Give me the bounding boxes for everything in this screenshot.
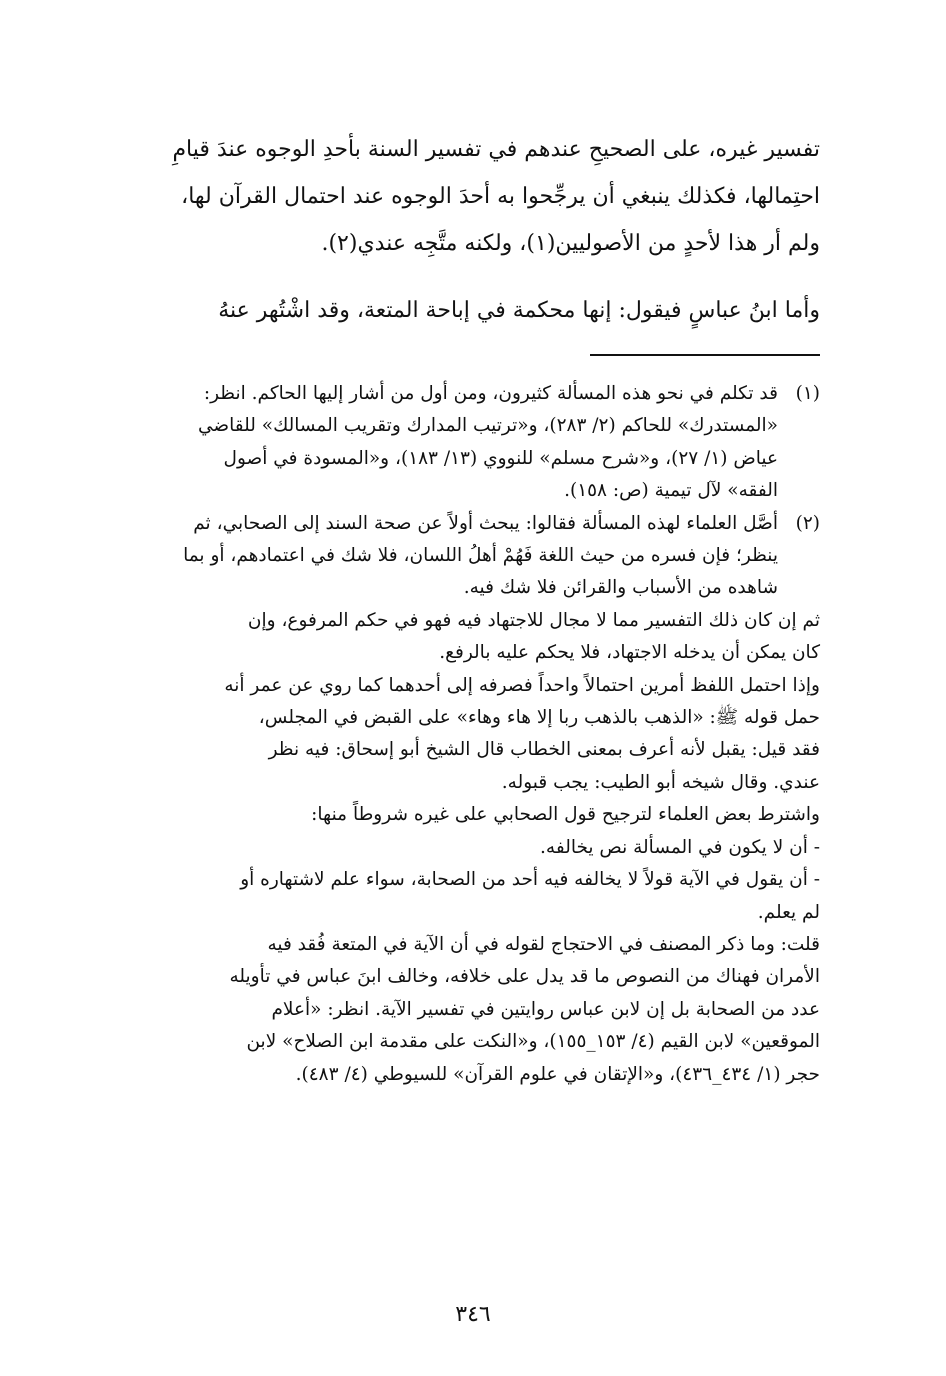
footnote-line: أصَّل العلماء لهذه المسألة فقالوا: يبحث أولاً عن صحة السند إلى الصحابي، ثم	[193, 512, 778, 534]
footnote-line: ثم إن كان ذلك التفسير مما لا مجال للاجتهاد فيه فهو في حكم المرفوع، وإن	[247, 609, 820, 631]
footnotes	[102, 378, 820, 1091]
continuation-line: وأما ابنُ عباسٍ فيقول: إنها محكمة في إباحة المتعة، وقد اشْتُهر عنهُ	[218, 298, 820, 323]
footnote-line: ينظر؛ فإن فسره من حيث اللغة فَهُمْ أهلُ اللسان، فلا شك في اعتمادهم، أو بما	[183, 545, 778, 567]
footnote-line: عدد من الصحابة بل إن لابن عباس روايتين في تفسير الآية. انظر: «أعلام	[271, 998, 820, 1020]
footnote-line: «المستدرك» للحاكم (٢/ ٢٨٣)، و«ترتيب المدارك وتقريب المسالك» للقاضي	[197, 415, 778, 437]
footnote-line: لم يعلم.	[757, 901, 820, 923]
footnote-line: واشترط بعض العلماء لترجيح قول الصحابي على غيره شروطاً منها:	[311, 804, 820, 826]
footnote-line: حجر (١/ ٤٣٤_٤٣٦)، و«الإتقان في علوم القرآن» للسيوطي (٤/ ٤٨٣).	[295, 1063, 820, 1085]
footnote-2-continuation	[102, 605, 820, 1091]
footnote-line: الفقه» لآل تيمية (ص: ١٥٨).	[564, 480, 778, 502]
body-line: احتِمالها، فكذلك ينبغي أن يرجِّحوا به أحدَ الوجوه عند احتمال القرآن لها،	[181, 184, 820, 209]
body-line: ولم أر هذا لأحدٍ من الأصوليين(١)، ولكنه متَّجِه عندي(٢).	[321, 231, 820, 256]
footnote-separator	[590, 354, 820, 356]
body-paragraph	[102, 126, 820, 267]
main-text	[102, 126, 820, 334]
footnote-line: الأمران فهناك من النصوص ما قد يدل على خلافه، وخالف ابنَ عباس في تأويله	[229, 966, 820, 988]
footnote-line: وإذا احتمل اللفظ أمرين احتمالاً واحداً فصرفه إلى أحدهما كما روي عن عمر أنه	[224, 674, 820, 696]
footnote-line: الموقعين» لابن القيم (٤/ ١٥٣_١٥٥)، و«النكت على مقدمة ابن الصلاح» لابن	[246, 1031, 820, 1053]
footnote-line: قد تكلم في نحو هذه المسألة كثيرون، ومن أول من أشار إليها الحاكم. انظر:	[203, 383, 778, 404]
footnote-2	[102, 508, 820, 605]
footnote-line: حمل قوله ﷺ: «الذهب بالذهب ربا إلا هاء وهاء» على القبض في المجلس،	[258, 707, 820, 729]
footnote-number: (١)	[795, 383, 820, 404]
footnote-line: قلت: وما ذكر المصنف في الاحتجاج لقوله في أن الآية في المتعة فُقد فيه	[267, 933, 820, 955]
footnote-number: (٢)	[795, 512, 820, 534]
footnote-line: فقد قيل: يقبل لأنه أعرف بمعنى الخطاب قال الشيخ أبو إسحاق: فيه نظر	[268, 739, 820, 761]
footnote-line: عياض (١/ ٢٧)، و«شرح مسلم» للنووي (١٣/ ١٨٣)، و«المسودة في أصول	[223, 447, 778, 469]
footnote-line: - أن يقول في الآية قولاً لا يخالفه فيه أحد من الصحابة، سواء علم لاشتهاره أو	[240, 869, 820, 891]
body-line: تفسير غيره، على الصحيحِ عندهم في تفسير السنة بأحدِ الوجوه عندَ قيامِ	[172, 137, 820, 162]
footnote-line: شاهده من الأسباب والقرائن فلا شك فيه.	[463, 577, 778, 599]
footnote-line: كان يمكن أن يدخله الاجتهاد، فلا يحكم عليه بالرفع.	[439, 642, 820, 664]
footnote-line: - أن لا يكون في المسألة نص يخالفه.	[540, 836, 820, 858]
page-number: ٣٤٦	[455, 1302, 491, 1327]
footnote-line: عندي. وقال شيخه أبو الطيب: يجب قبوله.	[501, 771, 820, 793]
footnote-1	[102, 378, 820, 508]
